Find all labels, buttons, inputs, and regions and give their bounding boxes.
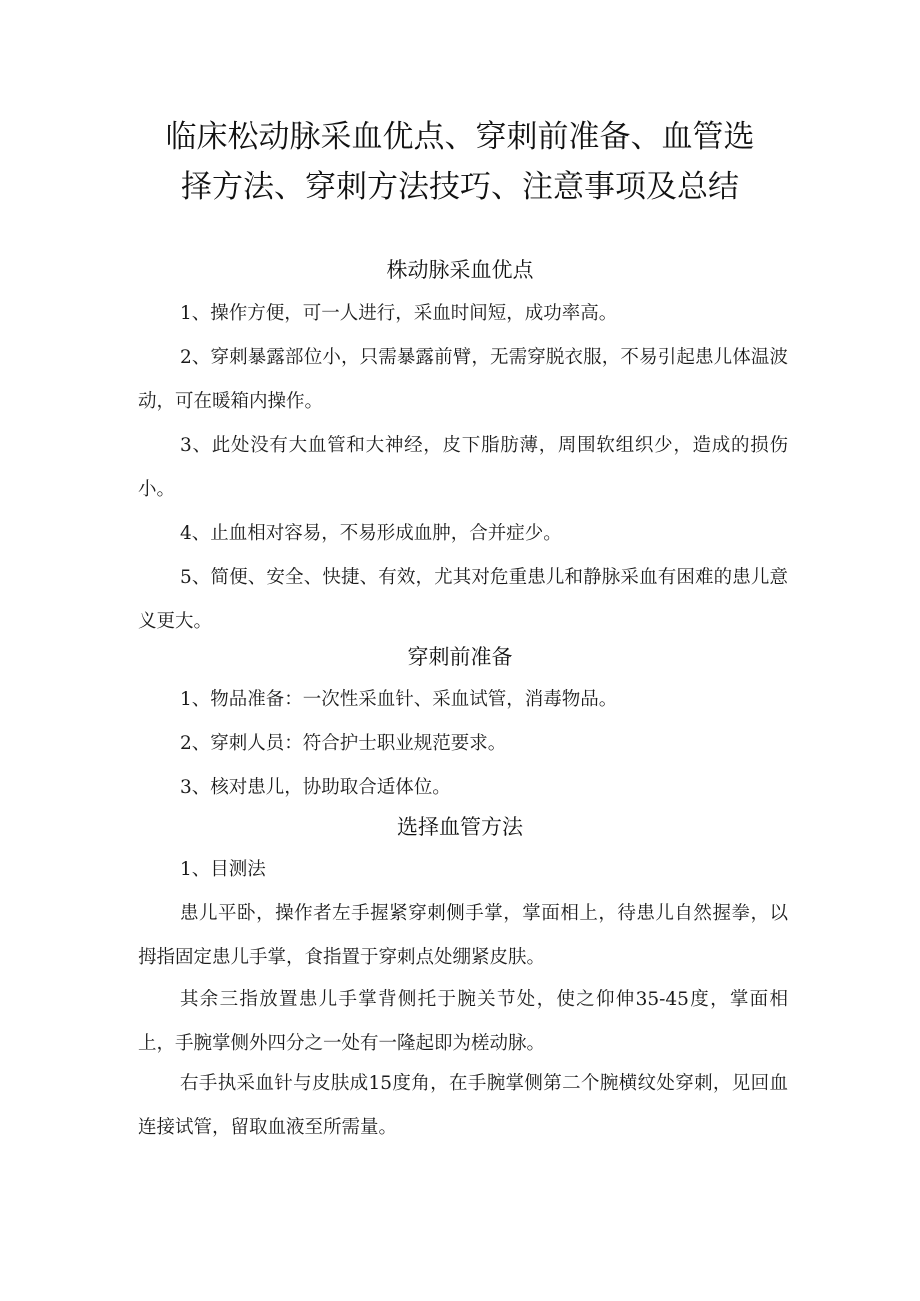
paragraph: 3、此处没有大血管和大神经，皮下脂肪薄，周围软组织少，造成的损伤小。 xyxy=(138,435,788,500)
paragraph: 1、物品准备：一次性采血针、采血试管，消毒物品。 xyxy=(180,689,618,710)
paragraph: 4、止血相对容易，不易形成血肿，合并症少。 xyxy=(180,523,562,544)
paragraph: 3、核对患儿，协助取合适体位。 xyxy=(180,777,451,798)
paragraph: 2、穿刺暴露部位小，只需暴露前臂，无需穿脱衣服，不易引起患儿体温波动，可在暖箱内操作。 xyxy=(138,347,788,412)
paragraph: 1、操作方便，可一人进行，采血时间短，成功率高。 xyxy=(180,303,618,324)
paragraph: 2、穿刺人员：符合护士职业规范要求。 xyxy=(180,733,507,754)
title-line-2: 择方法、穿刺方法技巧、注意事项及总结 xyxy=(181,169,739,205)
title-line-1: 临床松动脉采血优点、穿刺前准备、血管选 xyxy=(165,119,755,155)
paragraph: 其余三指放置患儿手掌背侧托于腕关节处，使之仰伸35-45度，掌面相上，手腕掌侧外四分之一处有一隆起即为槎动脉。 xyxy=(138,989,788,1054)
paragraph: 5、简便、安全、快捷、有效，尤其对危重患儿和静脉采血有困难的患儿意义更大。 xyxy=(138,567,788,632)
document-title xyxy=(120,112,800,212)
section-heading-vessel-selection: 选择血管方法 xyxy=(397,815,523,839)
paragraph: 右手执采血针与皮肤成15度角，在手腕掌侧第二个腕横纹处穿刺，见回血连接试管，留取血液至所需量。 xyxy=(138,1073,788,1138)
paragraph: 1、目测法 xyxy=(180,859,266,880)
section-heading-advantages: 株动脉采血优点 xyxy=(386,258,534,282)
paragraph: 患儿平卧，操作者左手握紧穿刺侧手掌，掌面相上，待患儿自然握拳，以拇指固定患儿手掌，食指置于穿刺点处绷紧皮肤。 xyxy=(138,903,788,968)
section-heading-preparation: 穿刺前准备 xyxy=(407,645,513,669)
